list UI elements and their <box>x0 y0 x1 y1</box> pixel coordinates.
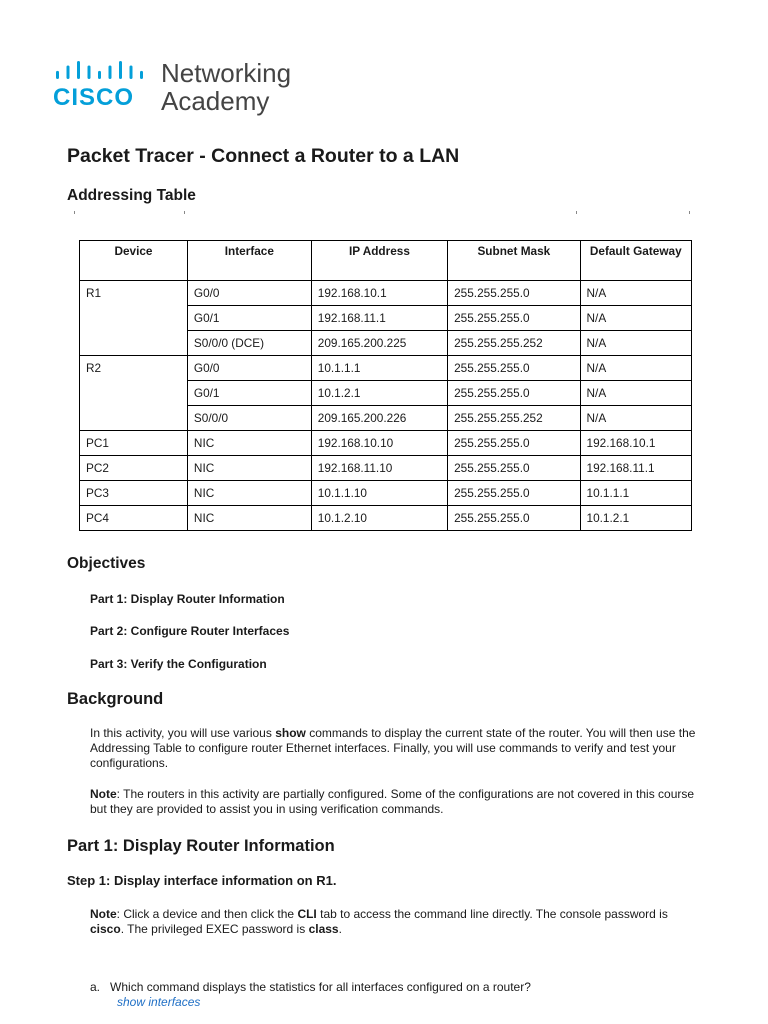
table-cell: NIC <box>187 506 311 531</box>
table-cell: 255.255.255.0 <box>448 506 580 531</box>
table-cell: 192.168.10.1 <box>580 431 691 456</box>
table-cell: G0/1 <box>187 381 311 406</box>
table-cell: G0/0 <box>187 356 311 381</box>
show-keyword: show <box>275 726 306 740</box>
table-row <box>80 331 692 356</box>
table-row <box>80 431 692 456</box>
table-cell: 10.1.1.1 <box>580 481 691 506</box>
table-cell: N/A <box>580 406 691 431</box>
table-cell: 10.1.1.10 <box>311 481 447 506</box>
note-label: Note <box>90 907 117 921</box>
table-cell: 10.1.2.1 <box>311 381 447 406</box>
table-cell: 209.165.200.225 <box>311 331 447 356</box>
table-cell: 255.255.255.0 <box>448 456 580 481</box>
question-text: Which command displays the statistics for all interfaces configured on a router? <box>110 980 531 994</box>
table-cell: G0/1 <box>187 306 311 331</box>
cisco-bars-icon <box>53 60 149 80</box>
text-run: tab to access the command line directly. The console password is <box>316 907 668 921</box>
cli-keyword: CLI <box>297 907 317 921</box>
table-cell: 209.165.200.226 <box>311 406 447 431</box>
table-row <box>80 356 692 381</box>
table-cell <box>80 331 188 356</box>
objective-item: Part 1: Display Router Information <box>90 592 285 606</box>
table-row <box>80 306 692 331</box>
background-note <box>90 787 700 817</box>
table-cell: NIC <box>187 481 311 506</box>
logo-bar <box>88 66 91 80</box>
text-run: . <box>338 922 342 936</box>
text-run: . The privileged EXEC password is <box>120 922 309 936</box>
table-cell: 255.255.255.0 <box>448 481 580 506</box>
logo-bar <box>140 71 143 79</box>
col-header-device: Device <box>80 241 188 281</box>
table-cell: 255.255.255.0 <box>448 306 580 331</box>
table-cell: 10.1.2.1 <box>580 506 691 531</box>
table-row <box>80 281 692 306</box>
col-header-default-gateway: Default Gateway <box>580 241 691 281</box>
col-header-ip-address: IP Address <box>311 241 447 281</box>
table-cell: 192.168.11.10 <box>311 456 447 481</box>
exec-password: class <box>308 922 339 936</box>
table-cell: R1 <box>80 281 188 306</box>
table-row <box>80 456 692 481</box>
table-cell: 192.168.11.1 <box>311 306 447 331</box>
table-cell: 255.255.255.0 <box>448 356 580 381</box>
console-password: cisco <box>90 922 121 936</box>
table-row <box>80 406 692 431</box>
table-cell: PC4 <box>80 506 188 531</box>
background-heading: Background <box>67 690 164 708</box>
table-cell: 255.255.255.252 <box>448 406 580 431</box>
table-cell: N/A <box>580 381 691 406</box>
text-run: : Click a device and then click the <box>116 907 298 921</box>
objectives-heading: Objectives <box>67 555 146 572</box>
background-paragraph <box>90 726 700 771</box>
addressing-table-heading: Addressing Table <box>67 187 196 204</box>
objective-item: Part 2: Configure Router Interfaces <box>90 624 290 638</box>
logo-bar <box>119 61 122 79</box>
logo-bar <box>109 66 112 80</box>
question-label: a. <box>90 980 101 994</box>
table-cell: 10.1.2.10 <box>311 506 447 531</box>
table-cell: 255.255.255.0 <box>448 281 580 306</box>
logo-bar <box>67 66 70 80</box>
logo-word-academy: Academy <box>161 86 270 116</box>
objective-item: Part 3: Verify the Configuration <box>90 657 267 671</box>
answer-a: show interfaces <box>117 995 201 1009</box>
table-cell: R2 <box>80 356 188 381</box>
table-cell: 192.168.10.10 <box>311 431 447 456</box>
text-run: In this activity, you will use various <box>90 726 276 740</box>
logo-bar <box>130 66 133 80</box>
table-header-row <box>80 241 692 281</box>
logo-bar <box>56 71 59 79</box>
table-cell <box>80 406 188 431</box>
text-run: commands to display the current state of the router. You will then use the Addressing Table to configure router Ethernet interfaces. Finally, you will use commands to verify and test your configurations. <box>90 726 696 770</box>
logo-bar <box>77 61 80 79</box>
part1-heading: Part 1: Display Router Information <box>67 837 335 855</box>
cisco-networking-academy-logo <box>53 58 313 118</box>
step1-heading: Step 1: Display interface information on R1. <box>67 873 337 888</box>
table-cell: PC1 <box>80 431 188 456</box>
table-cell: 255.255.255.0 <box>448 431 580 456</box>
logo-word-networking: Networking <box>161 58 292 88</box>
table-cell: N/A <box>580 356 691 381</box>
table-cell: 10.1.1.1 <box>311 356 447 381</box>
col-header-interface: Interface <box>187 241 311 281</box>
table-cell: 255.255.255.0 <box>448 381 580 406</box>
table-cell: 192.168.11.1 <box>580 456 691 481</box>
table-cell: S0/0/0 (DCE) <box>187 331 311 356</box>
table-row <box>80 481 692 506</box>
table-cell <box>80 381 188 406</box>
table-cell: PC2 <box>80 456 188 481</box>
table-cell: NIC <box>187 431 311 456</box>
question-a <box>90 980 531 994</box>
document-title: Packet Tracer - Connect a Router to a LAN <box>67 145 460 167</box>
table-cell: N/A <box>580 281 691 306</box>
note-label: Note <box>90 787 117 801</box>
col-header-subnet-mask: Subnet Mask <box>448 241 580 281</box>
table-cell: 192.168.10.1 <box>311 281 447 306</box>
table-cell: N/A <box>580 331 691 356</box>
table-row <box>80 506 692 531</box>
table-cell: N/A <box>580 306 691 331</box>
addressing-table <box>79 240 692 531</box>
table-row <box>80 381 692 406</box>
table-cell: S0/0/0 <box>187 406 311 431</box>
table-cell: PC3 <box>80 481 188 506</box>
table-cell <box>80 306 188 331</box>
table-cell: G0/0 <box>187 281 311 306</box>
table-cell: NIC <box>187 456 311 481</box>
logo-bar <box>98 71 101 79</box>
table-cell: 255.255.255.252 <box>448 331 580 356</box>
text-run: : The routers in this activity are partially configured. Some of the configurations are not covered in this course but they are provided to assist you in using verification commands. <box>90 787 695 816</box>
part1-note <box>90 907 700 937</box>
cisco-wordmark: CISCO <box>53 84 135 111</box>
